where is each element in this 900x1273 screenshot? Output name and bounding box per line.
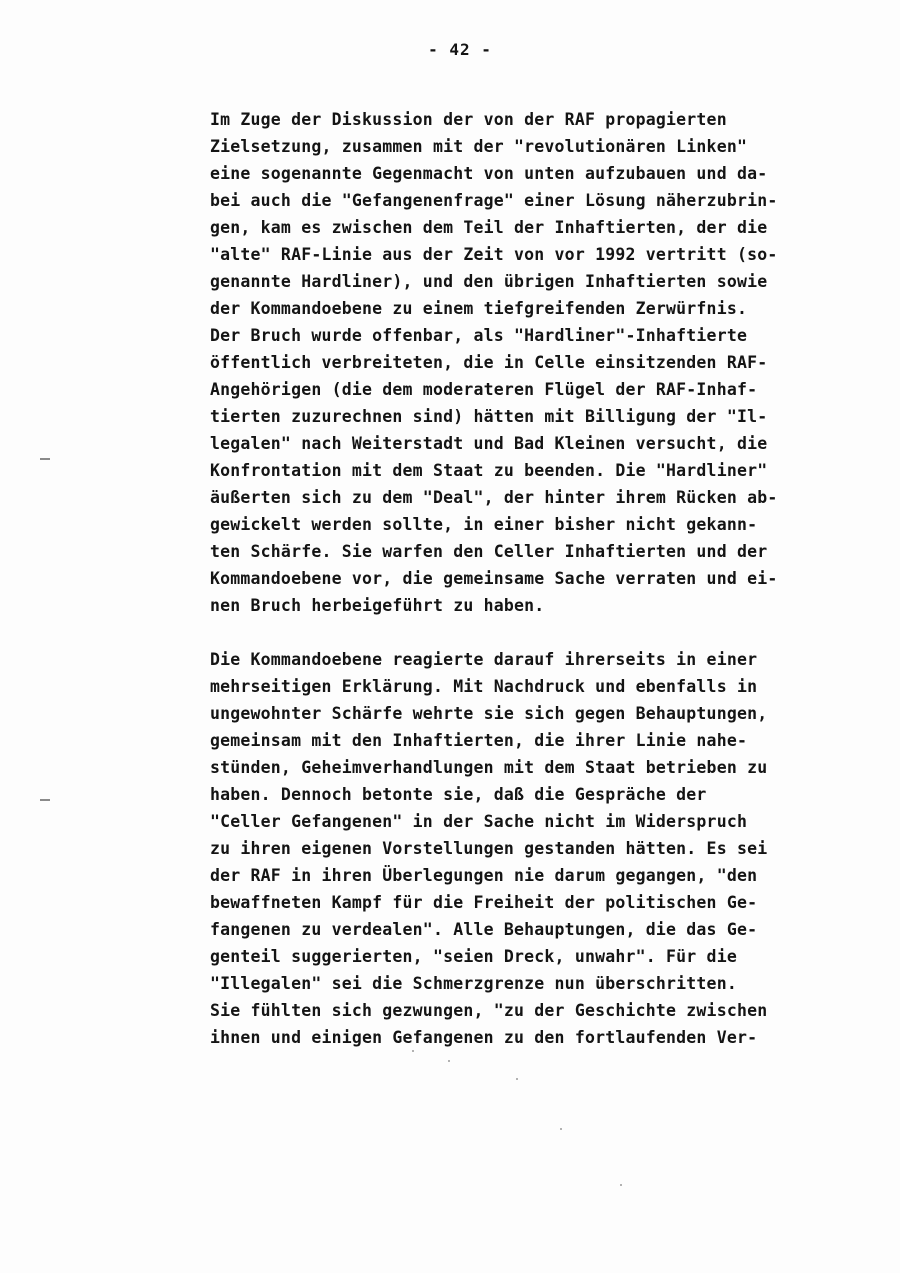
text-line: Kommandoebene vor, die gemeinsame Sache verraten und ei- xyxy=(210,569,778,588)
scan-speck xyxy=(516,1078,518,1080)
text-line: fangenen zu verdealen". Alle Behauptungen, die das Ge- xyxy=(210,920,758,939)
text-line: gewickelt werden sollte, in einer bisher nicht gekann- xyxy=(210,515,758,534)
text-line: legalen" nach Weiterstadt und Bad Kleinen versucht, die xyxy=(210,434,768,453)
text-line: der RAF in ihren Überlegungen nie darum gegangen, "den xyxy=(210,866,758,885)
text-line: Angehörigen (die dem moderateren Flügel der RAF-Inhaf- xyxy=(210,380,758,399)
text-line: gemeinsam mit den Inhaftierten, die ihrer Linie nahe- xyxy=(210,731,748,750)
text-line: Zielsetzung, zusammen mit der "revolutionären Linken" xyxy=(210,137,748,156)
text-line: stünden, Geheimverhandlungen mit dem Staat betrieben zu xyxy=(210,758,768,777)
margin-mark xyxy=(40,458,50,460)
text-line: "Illegalen" sei die Schmerzgrenze nun überschritten. xyxy=(210,974,737,993)
text-line: zu ihren eigenen Vorstellungen gestanden hätten. Es sei xyxy=(210,839,768,858)
text-line: bewaffneten Kampf für die Freiheit der politischen Ge- xyxy=(210,893,758,912)
text-line: "Celler Gefangenen" in der Sache nicht im Widerspruch xyxy=(210,812,748,831)
text-line: öffentlich verbreiteten, die in Celle einsitzenden RAF- xyxy=(210,353,768,372)
scan-speck xyxy=(448,1060,450,1062)
scan-speck xyxy=(560,1128,562,1130)
text-line: haben. Dennoch betonte sie, daß die Gespräche der xyxy=(210,785,707,804)
text-line: ten Schärfe. Sie warfen den Celler Inhaftierten und der xyxy=(210,542,768,561)
text-line: Konfrontation mit dem Staat zu beenden. Die "Hardliner" xyxy=(210,461,768,480)
text-line: äußerten sich zu dem "Deal", der hinter ihrem Rücken ab- xyxy=(210,488,778,507)
text-line: gen, kam es zwischen dem Teil der Inhaftierten, der die xyxy=(210,218,768,237)
scan-speck xyxy=(412,1050,414,1052)
text-line: ihnen und einigen Gefangenen zu den fortlaufenden Ver- xyxy=(210,1028,758,1047)
text-line: Die Kommandoebene reagierte darauf ihrerseits in einer xyxy=(210,650,758,669)
text-line: "alte" RAF-Linie aus der Zeit von vor 1992 vertritt (so- xyxy=(210,245,778,264)
text-line: eine sogenannte Gegenmacht von unten aufzubauen und da- xyxy=(210,164,768,183)
text-line: ungewohnter Schärfe wehrte sie sich gegen Behauptungen, xyxy=(210,704,768,723)
text-line: genteil suggerierten, "seien Dreck, unwahr". Für die xyxy=(210,947,737,966)
margin-mark xyxy=(40,799,50,801)
text-line: bei auch die "Gefangenenfrage" einer Lösung näherzubrin- xyxy=(210,191,778,210)
text-line: genannte Hardliner), und den übrigen Inhaftierten sowie xyxy=(210,272,768,291)
text-line: tierten zuzurechnen sind) hätten mit Billigung der "Il- xyxy=(210,407,768,426)
scan-speck xyxy=(620,1184,622,1186)
text-line: mehrseitigen Erklärung. Mit Nachdruck und ebenfalls in xyxy=(210,677,758,696)
text-line: der Kommandoebene zu einem tiefgreifenden Zerwürfnis. xyxy=(210,299,748,318)
page-number: - 42 - xyxy=(428,40,492,59)
text-line: Sie fühlten sich gezwungen, "zu der Geschichte zwischen xyxy=(210,1001,768,1020)
text-line: Im Zuge der Diskussion der von der RAF propagierten xyxy=(210,110,727,129)
text-line: nen Bruch herbeigeführt zu haben. xyxy=(210,596,545,615)
text-line: Der Bruch wurde offenbar, als "Hardliner"-Inhaftierte xyxy=(210,326,748,345)
